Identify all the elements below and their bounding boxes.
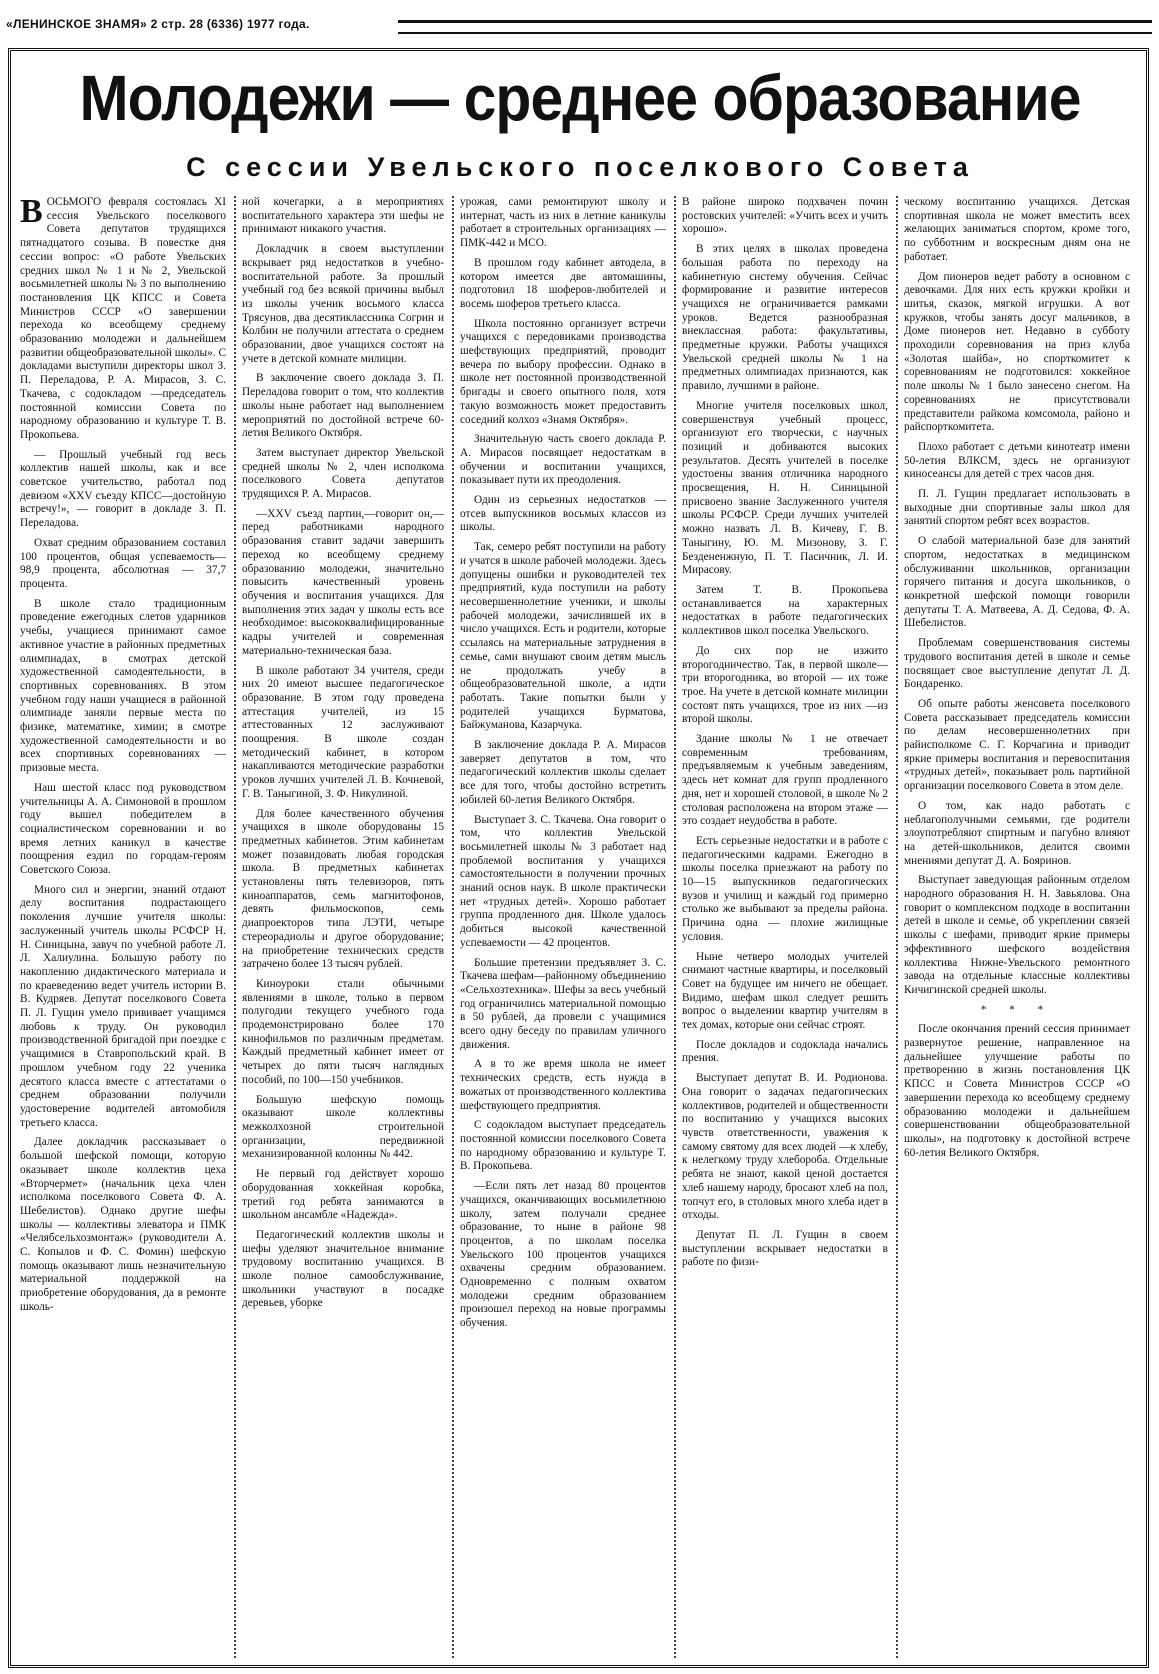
article-paragraph: Плохо работает с детьми кинотеатр имени 50-летия ВЛКСМ, здесь не организуют киносеансы для детей с трех часов дня. bbox=[904, 440, 1130, 481]
article-paragraph: Есть серьезные недостатки и в работе с педагогическими кадрами. Ежегодно в школы поселка приезжают на работу по 10—15 выпускников педагогических вузов и училищ и каждый год примерно столько же выбывают за пределы района. Причина одна — плохие жилищные условия. bbox=[682, 834, 888, 943]
article-paragraph: Депутат П. Л. Гущин в своем выступлении вскрывает недостатки в работе по физи- bbox=[682, 1228, 888, 1269]
article-paragraph: В школе работают 34 учителя, среди них 20 имеют высшее педагогическое образование. В этом году проведена аттестация учителей, из 15 аттестованных 12 заслуживают поощрения. В школе создан методический кабинет, в котором накапливаются методические разработки уроков лучших учителей Л. В. Кочневой, Г. В. Таныгиной, З. Ф. Никулиной. bbox=[242, 664, 444, 800]
masthead-rule-bottom bbox=[398, 32, 1152, 34]
article-paragraph: Большую шефскую помощь оказывают школе коллективы межколхозной строительной организации, передвижной механизированной колонны № 442. bbox=[242, 1093, 444, 1161]
article-paragraph: Выступает депутат В. И. Родионова. Она говорит о задачах педагогических коллективов, родителей и общественности по воспитанию у учащихся высоких чувств ответственности, уважения к самому святому для всех людей —к хлебу, к нелегкому труду хлебороба. Отдельные ребята не знают, какой ценой достается хлеб нашему народу, бросают хлеб на пол, топчут его, в столовых много хлеба идет в отходы. bbox=[682, 1072, 888, 1222]
article-paragraph: Выступает заведующая районным отделом народного образования Н. Н. Завьялова. Она говорит о комплексном подходе в воспитании детей в школе и семье, об укреплении связей школы с шефами, приводит яркие примеры эффективного шефского воздействия коллектива Нижне-Увельского ремонтного завода на отдельные классные коллективы Кичигинской средней школы. bbox=[904, 874, 1130, 996]
article-paragraph: А в то же время школа не имеет технических средств, есть нужда в вожатых от производственного коллектива шефствующего предприятия. bbox=[460, 1058, 666, 1112]
article-paragraph: Здание школы № 1 не отвечает современным требованиям, предъявляемым к учебным заведениям, здесь нет комнат для групп продленного дня, нет и хорошей столовой, в школе № 2 столовая расположена на втором этаже — это создает неудобства в работе. bbox=[682, 733, 888, 828]
article-paragraph: О том, как надо работать с неблагополучными семьями, где родители злоупотребляют спиртным и пагубно влияют на детей-школьников, делится своими мнениями депутат Д. А. Бояринов. bbox=[904, 799, 1130, 867]
article-paragraph: В этих целях в школах проведена большая работа по переходу на кабинетную систему обучения. Сейчас формирование и развитие интересов учащихся не ограничивается рамками уроков. Ведется разнообразная внеклассная работа: факультативы, предметные кружки. Работы учащихся Увельской средней школы № 1 на предметных олимпиадах признаются, как правило, лучшими в районе. bbox=[682, 243, 888, 393]
column-3 bbox=[460, 196, 666, 1658]
article-paragraph: — Прошлый учебный год весь коллектив нашей школы, как и все советское учительство, работал под девизом «XXV съезду КПСС—достойную встречу!», — говорит в докладе З. П. Переладова. bbox=[20, 448, 226, 530]
article-paragraph: —Если пять лет назад 80 процентов учащихся, оканчивающих восьмилетнюю школу, затем получали среднее образование, то ныне в районе 98 процентов, а по школам поселка Увельского 100 процентов учащихся охвачены средним образованием. Одновременно с полным охватом молодежи средним образованием произошел переход на новые программы обучения. bbox=[460, 1180, 666, 1330]
article-columns bbox=[20, 196, 1145, 1658]
article-paragraph: Затем выступает директор Увельской средней школы № 2, член исполкома поселкового Совета депутатов трудящихся Р. А. Мирасов. bbox=[242, 446, 444, 501]
article-paragraph: Киноуроки стали обычными явлениями в школе, только в первом полугодии текущего учебного года продемонстрировано более 170 кинофильмов по различным предметам. Каждый предметный кабинет имеет от четырех до пяти тысяч наглядных пособий, по 100—150 учебников. bbox=[242, 977, 444, 1086]
column-separator bbox=[896, 196, 898, 1658]
article-paragraph: Далее докладчик рассказывает о большой шефской помощи, которую оказывает школе коллектив цеха «Вторчермет» (начальник цеха член исполкома поселкового Совета Ф. А. Шебелистов). Однако другие шефы школы — коллективы элеватора и ПМК «Челябсельхозмонтаж» (руководители А. С. Копылов и Ф. С. Фомин) шефскую помощь оказывают лишь незначительную материальной поддержкой на приобретение оборудования, да в ремонте школь- bbox=[20, 1136, 226, 1313]
article-paragraph: О слабой материальной базе для занятий спортом, недостатках в медицинском обслуживании школьников, организации горячего питания и досуга школьников, о конкретной шефской помощи говорили депутаты Т. А. Матвеева, А. Д. Седова, Ф. А. Шебелистов. bbox=[904, 535, 1130, 630]
article-paragraph: Так, семеро ребят поступили на работу и учатся в школе рабочей молодежи. Здесь допущены ошибки и руководителей тех предприятий, куда поступили на работу несовершеннолетние ученики, и школы рабочей молодежи, зачислившей их в число учащихся. Есть и родители, которые ссылаясь на материальные затруднения в семье, сами внушают своим детям мысль не продолжать учебу в общеобразовательной школе, а идти работать. Такие попытки были у родителей учащихся Бурматова, Байжуманова, Казарчука. bbox=[460, 541, 666, 732]
article-paragraph: До сих пор не изжито второгодничество. Так, в первой школе—три второгодника, во второй — их тоже трое. На учете в детской комнате милиции состоят пять учащихся, трое из них —из второй школы. bbox=[682, 644, 888, 726]
article-paragraph: Докладчик в своем выступлении вскрывает ряд недостатков в учебно-воспитательной работе. За прошлый учебный год без всякой причины выбыл из школы ученик восьмого класса Трясунов, два десятиклассника Согрин и Колбин не получили аттестата о среднем образовании, двое учащихся состоят на учете в детской комнате милиции. bbox=[242, 243, 444, 365]
masthead-rule-top bbox=[398, 20, 1152, 23]
headline: Молодежи — среднее образование bbox=[79, 62, 1081, 134]
article-paragraph: Школа постоянно организует встречи учащихся с передовиками производства шефствующих предприятий, проводит вечера по выбору профессии. Однако в школе нет постоянной производственной бригады и своего опытного поля, хотя такую возможность может предоставить соседний колхоз «Знамя Октября». bbox=[460, 317, 666, 426]
subheadline: С сессии Увельского поселкового Совета bbox=[186, 152, 974, 182]
article-paragraph bbox=[20, 196, 226, 443]
drop-cap: В bbox=[20, 196, 43, 230]
column-5 bbox=[904, 196, 1130, 1658]
article-paragraph: После докладов и содоклада начались прения. bbox=[682, 1038, 888, 1065]
article-paragraph: Проблемам совершенствования системы трудового воспитания детей в школе и семье посвящает свое выступление депутат Л. Д. Бондаренко. bbox=[904, 637, 1130, 691]
article-paragraph: П. Л. Гущин предлагает использовать в выходные дни спортивные залы школ для занятий спортом ребят всех возрастов. bbox=[904, 488, 1130, 528]
masthead bbox=[6, 16, 1152, 38]
article-paragraph: В заключение доклада Р. А. Мирасов заверяет депутатов в том, что педагогический коллектив школы сделает все для того, чтобы достойно встретить юбилей 60-летия Великого Октября. bbox=[460, 739, 666, 806]
article-paragraph: ной кочегарки, а в мероприятиях воспитательного характера эти шефы не принимают никакого участия. bbox=[242, 196, 444, 236]
column-separator bbox=[674, 196, 676, 1658]
article-paragraph: С содокладом выступает председатель постоянной комиссии поселкового Совета по народному образованию и культуре Т. В. Прокопьева. bbox=[460, 1119, 666, 1173]
article-paragraph: ческому воспитанию учащихся. Детская спортивная школа не может вместить всех желающих заниматься спортом, кроме того, по субботним и воскресным дням она не работает. bbox=[904, 196, 1130, 263]
article-paragraph: Один из серьезных недостатков — отсев выпускников восьмых классов из школы. bbox=[460, 494, 666, 534]
article-paragraph: Не первый год действует хорошо оборудованная хоккейная коробка, третий год ребята занимаются в школьном ансамбле «Надежда». bbox=[242, 1168, 444, 1222]
article-paragraph: Наш шестой класс под руководством учительницы А. А. Симоновой в прошлом году вышел победителем в социалистическом соревновании и во время летних каникул в качестве поощрения ездил по городам-героям Советского Союза. bbox=[20, 781, 226, 877]
article-paragraph: Дом пионеров ведет работу в основном с девочками. Для них есть кружки кройки и шитья, сказок, мягкой игрушки. А вот кружков, чтобы занять досуг мальчиков, в Доме пионеров нет. Недавно в субботу проходили соревнования на приз клуба «Золотая шайба», но спорткомитет к соревнованиям не подготовился: хоккейное поле школы № 1 было занесено снегом. На соревнованиях не присутствовали представители райкома комсомола, районо и райспорткомитета. bbox=[904, 270, 1130, 434]
article-paragraph: Об опыте работы женсовета поселкового Совета рассказывает председатель комиссии по делам несовершеннолетних при райисполкоме С. Г. Корчагина и приводит яркие примеры воспитания и перевоспитания «трудных детей», показывает роль партийной организации поселкового Совета в этом деле. bbox=[904, 697, 1130, 793]
article-paragraph: Затем Т. В. Прокопьева останавливается на характерных недостатках в работе педагогических коллективов школ поселка Увельского. bbox=[682, 583, 888, 638]
article-paragraph: В прошлом году кабинет автодела, в котором имеется две автомашины, подготовил 18 шоферов-любителей и восемь шоферов третьего класса. bbox=[460, 256, 666, 310]
article-paragraph: Большие претензии предъявляет З. С. Ткачева шефам—районному объединению «Сельхозтехника». Шефы за весь учебный год ограничились материальной помощью в 50 рублей, да провели с учащимися всего одну беседу по правилам уличного движения. bbox=[460, 956, 666, 1051]
article-paragraph: Значительную часть своего доклада Р. А. Мирасов посвящает недостаткам в обучении и воспитании учащихся, показывает пути их преодоления. bbox=[460, 433, 666, 487]
article-paragraph: —XXV съезд партии,—говорит он,— перед работниками народного образования ставит задачи завершить переход ко всеобщему среднему образованию молодежи, значительно повысить качественный уровень обучения и воспитания учащихся. Для выполнения этих задач у школы есть все необходимое: высококвалифицированные кадры учителей и современная материально-техническая база. bbox=[242, 507, 444, 657]
article-paragraph: Выступает З. С. Ткачева. Она говорит о том, что коллектив Увельской восьмилетней школы № 3 работает над проблемой воспитания у учащихся самостоятельности в получении прочных знаний основ наук. В школе практически нет «трудных детей». Хорошо работает группа продленного дня. Школе удалось добиться высокой качественной успеваемости — 42 процентов. bbox=[460, 813, 666, 949]
article-paragraph: В заключение своего доклада З. П. Переладова говорит о том, что коллектив школы ныне работает над выполнением мероприятий по достойной встрече 60-летия Великого Октября. bbox=[242, 372, 444, 440]
column-4 bbox=[682, 196, 888, 1658]
article-paragraph: В районе широко подхвачен почин ростовских учителей: «Учить всех и учить хорошо». bbox=[682, 196, 888, 236]
article-paragraph: Для более качественного обучения учащихся в школе оборудованы 15 предметных кабинетов. Этим кабинетам может позавидовать любая городская школа. В предметных кабинетах установлены пять телевизоров, пять киноаппаратов, семь магнитофонов, девять фильмоскопов, семь диапроекторов типа ЛЭТИ, четыре стереорадиолы и другое оборудование; на приобретение технических средств затрачено более 13 тысяч рублей. bbox=[242, 807, 444, 971]
article-paragraph: В школе стало традиционным проведение ежегодных слетов ударников учебы, учащиеся принимают самое активное участие в районных предметных олимпиадах, в смотрах детской художественной самодеятельности, в спортивных соревнованиях. В этом учебном году наши учащиеся в районной олимпиаде заняли первые места по физике, математике, химии; в смотре художественной самодеятельности и во всех спортивных соревнованиях — призовые места. bbox=[20, 597, 226, 775]
article-paragraph-text: ОСЬМОГО февраля состоялась XI сессия Увельского поселкового Совета депутатов трудящихся пятнадцатого созыва. В повестке дня сессии вопрос: «О работе Увельских средних школ № 1 и № 2, Увельской восьмилетней школы № 3 по выполнению постановления ЦК КПСС и Совета Министров СССР «О завершении перехода ко всеобщему среднему образованию молодежи и дальнейшем развитии общеобразовательной школы». С докладами выступили директоры школ З. П. Переладова, Р. А. Мирасов, З. С. Ткачева, с содокладом —председатель постоянной комиссии Совета по народному образованию и культуре Т. В. Прокопьева. bbox=[20, 196, 226, 441]
section-divider: * * * bbox=[980, 1003, 1054, 1016]
article-paragraph: Педагогический коллектив школы и шефы уделяют значительное внимание трудовому воспитанию учащихся. В школе полное самообслуживание, школьники участвуют в посадке деревьев, уборке bbox=[242, 1228, 444, 1310]
masthead-text: «ЛЕНИНСКОЕ ЗНАМЯ» 2 стр. 28 (6336) 1977 года. bbox=[6, 17, 310, 31]
article-paragraph: После окончания прений сессия принимает развернутое решение, направленное на дальнейшее улучшение работы по претворению в жизнь постановления ЦК КПСС и Совета Министров СССР «О завершении перехода ко всеобщему среднему образованию молодежи и дальнейшем совершенствовании общеобразовательной школы», на подготовку к достойной встрече 60-летия Великого Октября. bbox=[904, 1023, 1130, 1159]
article-paragraph: Много сил и энергии, знаний отдают делу воспитания подрастающего поколения лучшие учителя школы: заслуженный учитель школы РСФСР Н. Н. Синицына, завуч по учебной работе Л. Л. Халиулина. Большую работу по накоплению дидактического материала и по краеведению ведет учитель истории В. В. Кудряев. Депутат поселкового Совета П. Л. Гущин умело прививает учащимся любовь к труду. Он руководил производственной бригадой при поездке с учащимися в Ставропольский край. В прошлом учебном году 22 ученика десятого класса вместе с аттестатами о среднем образовании получили удостоверение водителей автомобиля третьего класса. bbox=[20, 883, 226, 1129]
article-paragraph: Многие учителя поселковых школ, совершенствуя учебный процесс, организуют его творчески, с научных позиций и добиваются высоких результатов. Десять учителей в поселке удостоены звания отличника народного просвещения, Н. Н. Синицыной присвоено звание Заслуженного учителя школы РСФСР. Среди лучших учителей можно назвать Л. В. Кичеву, Г. В. Таныгину, Ю. М. Мизонову, З. Г. Бездененжную, П. Т. Пасичник, Л. И. Мирасову. bbox=[682, 399, 888, 577]
column-2 bbox=[242, 196, 444, 1658]
column-separator bbox=[452, 196, 454, 1658]
column-1 bbox=[20, 196, 226, 1658]
article-paragraph: урожая, сами ремонтируют школу и интернат, часть из них в летние каникулы работает в строительных организациях — ПМК-442 и МСО. bbox=[460, 196, 666, 250]
article-paragraph: Ныне четверо молодых учителей снимают частные квартиры, и поселковый Совет на будущее им ничего не обещает. Видимо, шефам школ следует решить вопрос о выделении квартир учителям в тех домах, которые они сейчас строят. bbox=[682, 950, 888, 1032]
column-separator bbox=[234, 196, 236, 1658]
article-paragraph: Охват средним образованием составил 100 процентов, общая успеваемость— 98,9 процента, абсолютная — 37,7 процента. bbox=[20, 536, 226, 590]
